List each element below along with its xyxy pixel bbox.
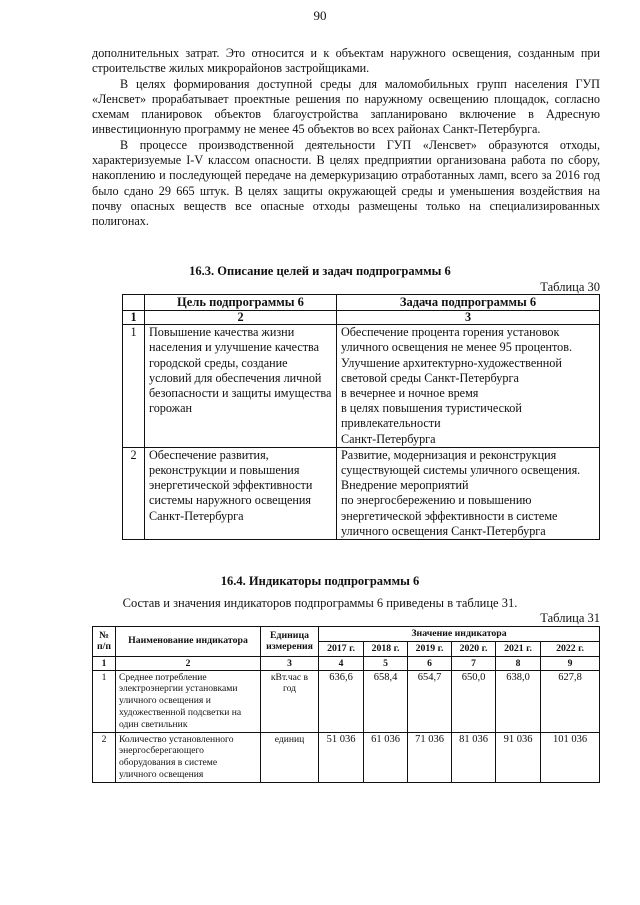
indicator-value: 101 036 (541, 732, 600, 782)
table-30 (122, 294, 600, 540)
indicator-value: 636,6 (319, 670, 364, 732)
indicator-name: Среднее потребление электроэнергии установками уличного освещения и художественной подсветки на один светильник (116, 670, 261, 732)
indicator-name: Количество установленного энергосберегающего оборудования в системе уличного освещения (116, 732, 261, 782)
indicator-value: 627,8 (541, 670, 600, 732)
indicator-value: 51 036 (319, 732, 364, 782)
column-number: 9 (541, 656, 600, 670)
indicator-value: 654,7 (408, 670, 452, 732)
indicator-value: 91 036 (496, 732, 541, 782)
column-number: 7 (452, 656, 496, 670)
paragraph: В целях формирования доступной среды для маломобильных групп населения ГУП «Ленсвет» прорабатывает проектные решения по наружному освещению площадок, согласно схемам планировок объектов благоустройства запланировано включение в Адресную инвестиционную программу не менее 45 объектов во всех районах Санкт-Петербурга. (92, 76, 600, 137)
column-number: 1 (93, 656, 116, 670)
indicator-value: 650,0 (452, 670, 496, 732)
indicator-value: 71 036 (408, 732, 452, 782)
column-number: 3 (337, 311, 600, 325)
paragraph: дополнительных затрат. Это относится и к объектам наружного освещения, созданным при строительстве жилых микрорайонов застройщиками. (92, 46, 600, 76)
year-header: 2021 г. (496, 641, 541, 656)
row-number: 1 (93, 670, 116, 732)
body-text (92, 46, 600, 230)
column-number: 3 (261, 656, 319, 670)
table-header-cell: № п/п (93, 627, 116, 657)
table-header-cell: Единица измерения (261, 627, 319, 657)
paragraph: В процессе производственной деятельности ГУП «Ленсвет» образуются отходы, характеризуемые I-V классом опасности. В целях предприятии организована работа по сбору, накоплению и последующей передаче на демеркуризацию отработанных ламп, всего за 2016 год было сдано 29 665 штук. В целях защиты окружающей среды и уменьшения воздействия на почву опасных веществ все опасные отходы размещены только на специализированных полигонах. (92, 137, 600, 229)
column-number: 2 (116, 656, 261, 670)
tasks-cell (337, 447, 600, 539)
column-number: 1 (123, 311, 145, 325)
table-31-caption: Таблица 31 (540, 611, 600, 625)
table-header-cell: Задача подпрограммы 6 (337, 295, 600, 311)
table-row (93, 732, 600, 782)
indicator-value: 81 036 (452, 732, 496, 782)
row-number: 2 (123, 447, 145, 539)
column-number: 4 (319, 656, 364, 670)
table-31 (92, 626, 600, 783)
row-number: 2 (93, 732, 116, 782)
page-number: 90 (313, 8, 327, 23)
column-number: 8 (496, 656, 541, 670)
row-number: 1 (123, 325, 145, 448)
indicator-value: 658,4 (364, 670, 408, 732)
task-line: Развитие, модернизация и реконструкция существующей системы уличного освещения. (341, 447, 581, 478)
year-header: 2019 г. (408, 641, 452, 656)
table-row (123, 447, 600, 539)
section-16-4-heading: 16.4. Индикаторы подпрограммы 6 (220, 574, 420, 588)
year-header: 2022 г. (541, 641, 600, 656)
task-line: Обеспечение процента горения установок уличного освещения не менее 95 процентов. (341, 325, 573, 355)
indicator-unit: кВт.час в год (261, 670, 319, 732)
table-row (123, 325, 600, 448)
table-30-caption: Таблица 30 (540, 280, 600, 294)
task-line: в вечернее и ночное время (341, 386, 479, 401)
year-header: 2017 г. (319, 641, 364, 656)
table-header-cell (123, 295, 145, 311)
table-header-cell: Цель подпрограммы 6 (145, 295, 337, 311)
task-line: Санкт-Петербурга (341, 431, 436, 446)
task-line: Внедрение мероприятий (341, 478, 469, 493)
section-16-4-intro: Состав и значения индикаторов подпрограммы 6 приведены в таблице 31. (122, 596, 518, 610)
section-16-3-heading: 16.3. Описание целей и задач подпрограммы 6 (189, 264, 451, 278)
column-number: 2 (145, 311, 337, 325)
table-row (93, 670, 600, 732)
task-line: по энергосбережению и повышению энергетической эффективности в системе уличного освещения Санкт-Петербурга (341, 493, 558, 538)
goal-cell: Обеспечение развития, реконструкции и повышения энергетической эффективности системы наружного освещения Санкт-Петербурга (145, 447, 337, 539)
table-header-cell: Значение индикатора (319, 627, 600, 642)
column-number: 6 (408, 656, 452, 670)
indicator-value: 61 036 (364, 732, 408, 782)
task-line: Улучшение архитектурно-художественной световой среды Санкт-Петербурга (341, 355, 562, 385)
table-header-cell: Наименование индикатора (116, 627, 261, 657)
tasks-cell (337, 325, 600, 448)
year-header: 2018 г. (364, 641, 408, 656)
task-line: в целях повышения туристической привлекательности (341, 401, 522, 431)
year-header: 2020 г. (452, 641, 496, 656)
goal-cell: Повышение качества жизни населения и улучшение качества городской среды, создание условий для обеспечения личной безопасности и защиты имущества горожан (145, 325, 337, 448)
indicator-value: 638,0 (496, 670, 541, 732)
indicator-unit: единиц (261, 732, 319, 782)
column-number: 5 (364, 656, 408, 670)
